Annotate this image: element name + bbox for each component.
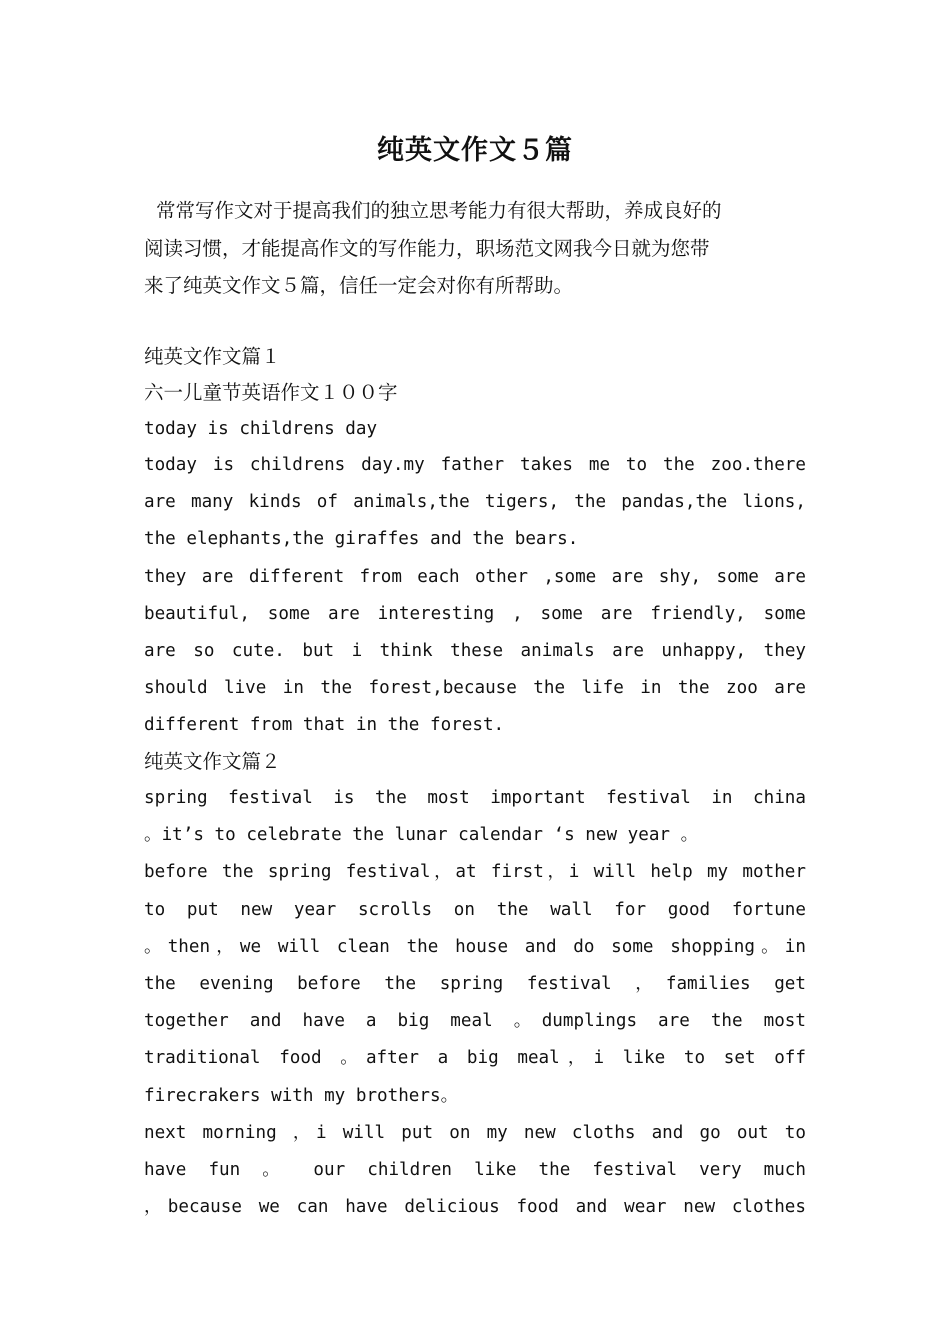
text-line: spring festival is the most important festival in china [144, 788, 806, 808]
article-heading: 纯英文作文篇１ [144, 345, 281, 368]
text-line: they are different from each other ,some are shy, some are [144, 566, 806, 587]
intro-line: 来了纯英文作文５篇，信任一定会对你有所帮助。 [144, 274, 574, 297]
text-line: different from that in the forest. [144, 715, 505, 736]
article-subheading: 六一儿童节英语作文１００字 [144, 381, 398, 404]
text-line: the elephants,the giraffes and the bears. [144, 529, 579, 550]
document-title: 纯英文作文５篇 [377, 135, 573, 166]
text-line: should live in the forest,because the life in the zoo are [144, 678, 806, 699]
text-line: 。it’s to celebrate the lunar calendar ‘s new year 。 [144, 825, 699, 846]
text-line: beautiful, some are interesting , some are friendly, some [144, 603, 806, 624]
text-line: firecrakers with my brothers。 [144, 1085, 459, 1106]
text-line: are many kinds of animals,the tigers, the pandas,the lions, [144, 492, 806, 513]
text-line: before the spring festival，at first，i will help my mother [144, 862, 806, 883]
text-line: have fun 。 our children like the festival very much [144, 1159, 806, 1180]
text-line: traditional food 。after a big meal，i like to set off [144, 1048, 806, 1069]
text-line: today is childrens day.my father takes me to the zoo.there [144, 455, 806, 475]
text-line: 。then，we will clean the house and do some shopping。in [144, 936, 806, 957]
intro-line: 阅读习惯，才能提高作文的写作能力，职场范文网我今日就为您带 [144, 236, 710, 260]
text-line: ，because we can have delicious food and wear new clothes [144, 1197, 806, 1218]
article-heading: 纯英文作文篇２ [144, 750, 281, 773]
text-line: to put new year scrolls on the wall for good fortune [144, 899, 806, 920]
text-line: today is childrens day [144, 419, 378, 439]
text-line: are so cute. but i think these animals are unhappy, they [144, 640, 806, 661]
intro-paragraph [144, 192, 806, 305]
text-line: the evening before the spring festival ，families get [144, 973, 806, 994]
article-2 [144, 744, 806, 1226]
intro-line: 常常写作文对于提高我们的独立思考能力有很大帮助，养成良好的 [156, 199, 722, 222]
text-line: next morning ，i will put on my new cloths and go out to [144, 1122, 806, 1143]
text-line: together and have a big meal 。dumplings are the most [144, 1011, 806, 1032]
article-1 [144, 339, 806, 745]
